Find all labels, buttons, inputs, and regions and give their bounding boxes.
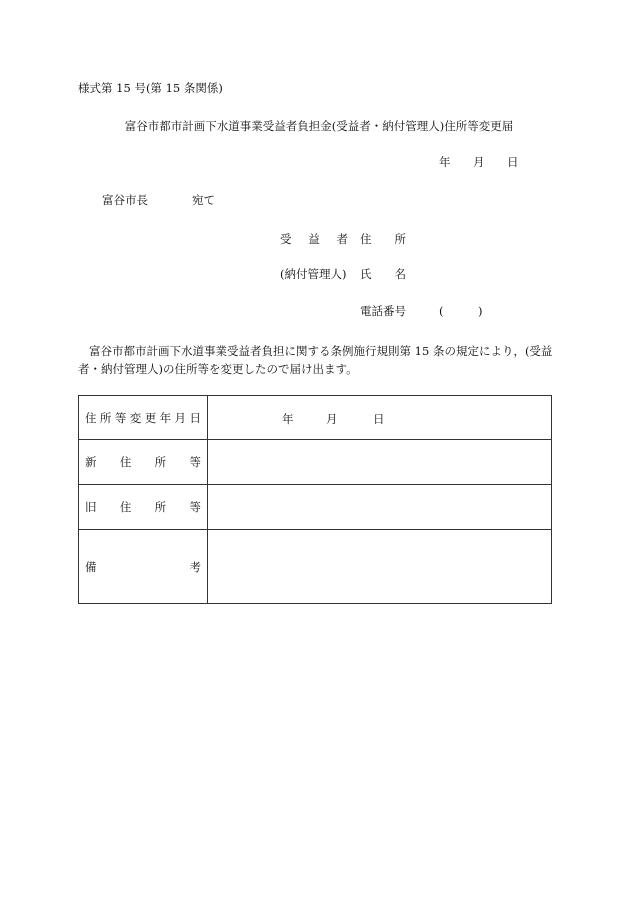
label-char: 所 [99,410,112,425]
address-char: 所 [394,232,406,246]
label-char: 所 [154,500,167,514]
change-details-table [78,395,552,604]
label-char: 住 [85,410,97,425]
notification-body-text: 富谷市都市計画下水道事業受益者負担に関する条例施行規則第 15 条の規定により，(受益者・納付管理人)の住所等を変更したので届け出ます。 [78,344,553,376]
old-address-label-cell [79,485,208,530]
date-year-label: 年 [439,155,451,169]
addressee-suffix: 宛て [192,193,215,207]
change-date-value-cell[interactable] [208,396,552,440]
beneficiary-char: 益 [308,232,320,246]
label-char: 旧 [85,500,97,514]
phone-open-paren: ( [439,304,444,318]
beneficiary-label [280,232,348,246]
phone-label: 電話番号 [360,304,406,318]
label-char: 変 [129,410,142,425]
label-char: 日 [189,410,201,425]
change-date-label-cell [79,396,208,440]
label-char: 等 [189,500,201,514]
label-char: 年 [159,410,172,425]
name-char: 名 [394,267,406,281]
beneficiary-char: 受 [280,232,292,246]
form-number: 様式第 15 号(第 15 条関係) [78,81,223,95]
remarks-value-cell[interactable] [208,530,552,604]
label-char: 更 [144,410,157,425]
old-address-value-cell[interactable] [208,485,552,530]
label-char: 等 [189,455,201,469]
name-char: 氏 [360,267,372,281]
label-char: 月 [174,410,187,425]
label-char: 等 [114,410,127,425]
document-title: 富谷市都市計画下水道事業受益者負担金(受益者・納付管理人)住所等変更届 [124,119,514,133]
date-day-label: 日 [507,155,519,169]
change-date-day: 日 [373,411,385,426]
remarks-label-cell [79,530,208,604]
table-row [79,440,552,485]
phone-close-paren: ) [478,304,483,318]
new-address-value-cell[interactable] [208,440,552,485]
table-row [79,530,552,604]
name-label [360,267,406,281]
new-address-label-cell [79,440,208,485]
payment-admin-label: (納付管理人) [280,267,347,281]
address-char: 住 [360,232,372,246]
label-char: 住 [119,500,132,514]
beneficiary-char: 者 [336,232,348,246]
table-row [79,396,552,440]
label-char: 所 [154,455,167,469]
label-char: 考 [189,559,201,574]
label-char: 住 [119,455,132,469]
addressee-name: 富谷市長 [102,193,148,207]
date-month-label: 月 [473,155,485,169]
change-date-year: 年 [282,411,294,426]
label-char: 新 [85,455,97,469]
table-row [79,485,552,530]
label-char: 備 [85,559,97,574]
change-date-month: 月 [326,411,338,426]
address-label [360,232,406,246]
